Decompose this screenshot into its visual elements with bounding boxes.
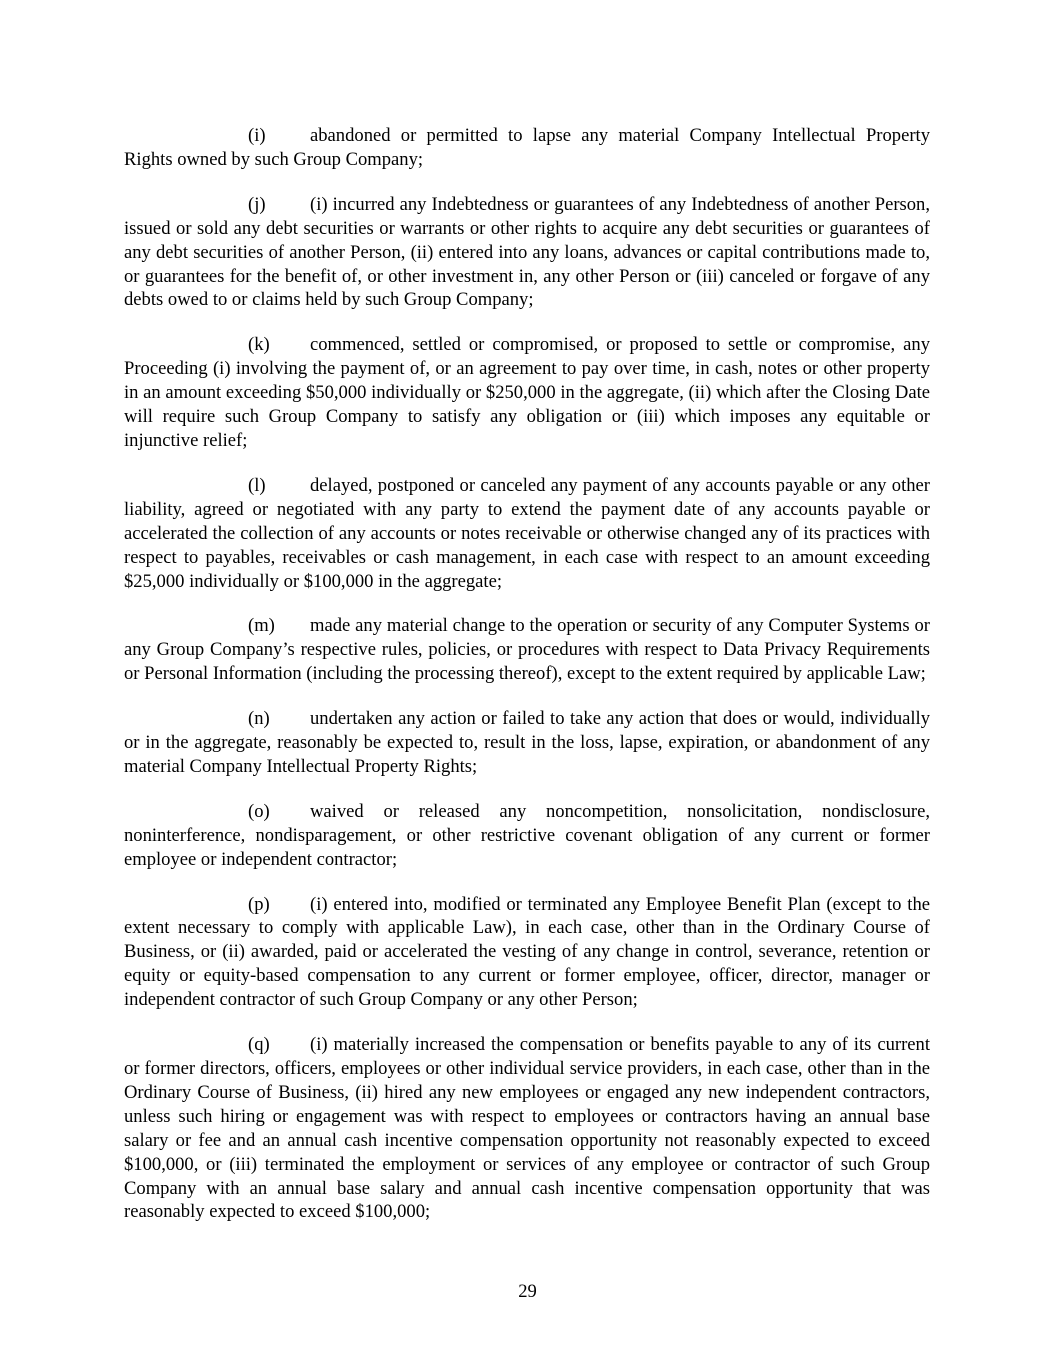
paragraph-i <box>124 124 930 172</box>
paragraph-number: (o) <box>248 800 270 822</box>
paragraph-number: (n) <box>248 708 270 730</box>
paragraph-k <box>124 333 930 453</box>
paragraph-text: undertaken any action or failed to take any action that does or would, individually or in the aggregate, reasonably be expected to, result in the loss, lapse, expiration, or abandonment of any material Company Intellectual Property Rights; <box>124 708 930 777</box>
paragraph-text: (i) entered into, modified or terminated any Employee Benefit Plan (except to the extent necessary to comply with applicable Law), in each case, other than in the Ordinary Course of Business, or (ii) awarded, paid or accelerated the vesting of any change in control, severance, retention or equity or equity-based compensation to any current or former employee, officer, director, manager or independent contractor of such Group Company or any other Person; <box>124 893 930 1011</box>
paragraph-text: (i) materially increased the compensation or benefits payable to any of its current or former directors, officers, employees or other individual service providers, in each case, other than in the Ordinary Course of Business, (ii) hired any new employees or engaged any new independent contractors, unless such hiring or engagement was with respect to employees or contractors having an annual base salary or fee and an annual cash incentive compensation opportunity not reasonably expected to exceed $100,000, or (iii) terminated the employment or services of any employee or contractor of such Group Company with an annual base salary and annual cash incentive compensation opportunity that was reasonably expected to exceed $100,000; <box>124 1034 930 1223</box>
paragraph-number: (m) <box>248 615 275 637</box>
paragraph-text: waived or released any noncompetition, nonsolicitation, nondisclosure, noninterference, nondisparagement, or other restrictive covenant obligation of any current or former employee or independent contractor; <box>124 800 930 870</box>
paragraph-text: commenced, settled or compromised, or proposed to settle or compromise, any Proceeding (i) involving the payment of, or an agreement to pay over time, in cash, notes or other property in an amount exceeding $50,000 individually or $250,000 in the aggregate, (ii) which after the Closing Date will require such Group Company to satisfy any obligation or (iii) which imposes any equitable or injunctive relief; <box>124 334 930 451</box>
paragraph-text: made any material change to the operation or security of any Computer Systems or any Group Company’s respective rules, policies, or procedures with respect to Data Privacy Requirements or Personal Information (including the processing thereof), except to the extent required by applicable Law; <box>124 615 930 685</box>
page-number: 29 <box>518 1281 537 1302</box>
document-body <box>124 124 930 1245</box>
paragraph-number: (k) <box>248 334 270 356</box>
paragraph-text: abandoned or permitted to lapse any material Company Intellectual Property Rights owned by such Group Company; <box>124 125 930 170</box>
paragraph-q <box>124 1033 930 1224</box>
paragraph-number: (l) <box>248 474 266 496</box>
paragraph-text: delayed, postponed or canceled any payment of any accounts payable or any other liability, agreed or negotiated with any party to extend the payment date of any accounts payable or accelerated the collection of any accounts or notes receivable or otherwise changed any of its practices with respect to payables, receivables or cash management, in each case with respect to an amount exceeding $25,000 individually or $100,000 in the aggregate; <box>124 474 930 592</box>
paragraph-number: (j) <box>248 193 266 215</box>
paragraph-text: (i) incurred any Indebtedness or guarantees of any Indebtedness of another Person, issued or sold any debt securities or warrants or other rights to acquire any debt securities or guarantees of any debt securities of another Person, (ii) entered into any loans, advances or capital contributions made to, or guarantees for the benefit of, or other investment in, any other Person or (iii) canceled or forgave of any debts owed to or claims held by such Group Company; <box>124 193 930 311</box>
paragraph-j <box>124 193 930 313</box>
paragraph-n <box>124 707 930 779</box>
paragraph-number: (p) <box>248 893 270 915</box>
paragraph-o <box>124 800 930 872</box>
paragraph-p <box>124 893 930 1013</box>
paragraph-number: (q) <box>248 1034 270 1056</box>
paragraph-l <box>124 474 930 594</box>
paragraph-number: (i) <box>248 125 266 146</box>
paragraph-m <box>124 614 930 686</box>
